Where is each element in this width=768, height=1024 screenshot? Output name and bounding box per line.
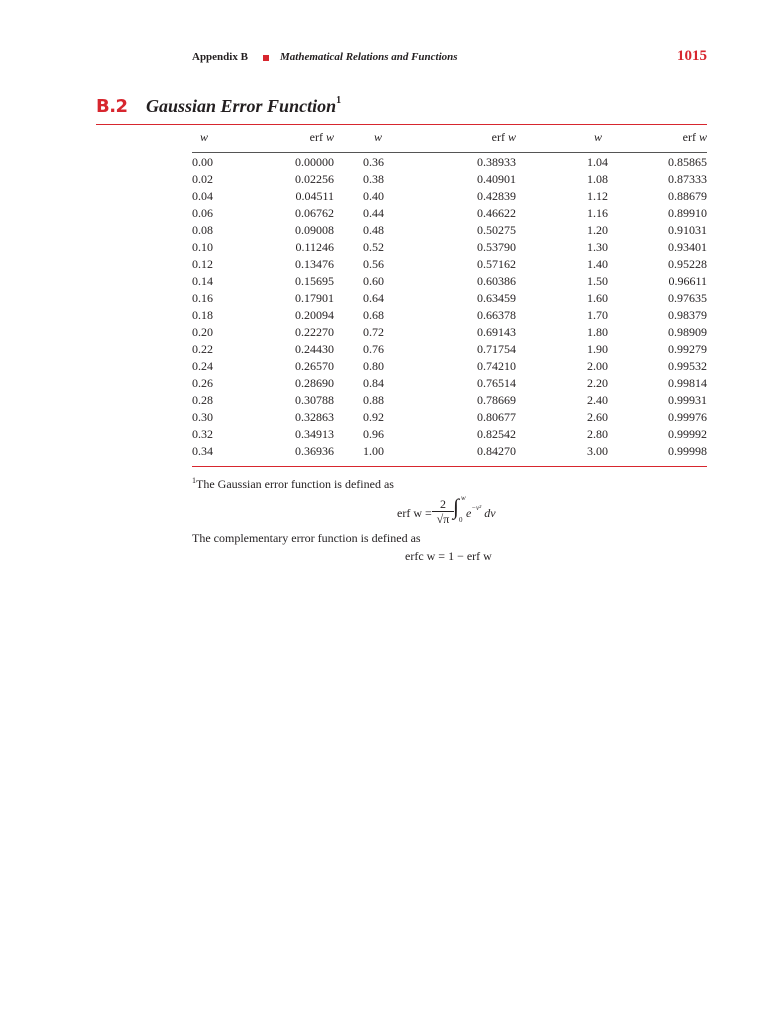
w-cell: 2.40 [587,393,608,407]
erf-cell: 0.98379 [668,308,707,322]
erf-cell: 0.30788 [295,393,334,407]
erf-cell: 0.15695 [295,274,334,288]
w-cell: 0.14 [192,274,213,288]
erf-cell: 0.99279 [668,342,707,356]
erf-cell: 0.91031 [668,223,707,237]
integrand-differential: dv [484,506,496,520]
integrand-base: e [466,506,472,520]
w-cell: 0.34 [192,444,213,458]
column-header: erf w [491,129,516,144]
w-cell: 0.02 [192,172,213,186]
table-row [192,443,707,460]
footnote [192,476,394,492]
w-cell: 0.30 [192,410,213,424]
section-rule [96,124,707,125]
w-cell: 0.96 [363,427,384,441]
erf-cell: 0.89910 [668,206,707,220]
erf-cell: 0.28690 [295,376,334,390]
w-cell: 0.18 [192,308,213,322]
erf-cell: 0.40901 [477,172,516,186]
column-header: erf w [309,129,334,144]
integrand-exponent: −v² [471,504,482,512]
w-cell: 1.12 [587,189,608,203]
erf-cell: 0.38933 [477,155,516,169]
w-cell: 0.80 [363,359,384,373]
square-bullet-icon [263,55,269,61]
table-row [192,188,707,205]
formula-lhs: erf w = [397,506,432,520]
w-cell: 2.20 [587,376,608,390]
erf-cell: 0.50275 [477,223,516,237]
erf-cell: 0.34913 [295,427,334,441]
table-row [192,171,707,188]
w-cell: 0.08 [192,223,213,237]
chapter-title: Mathematical Relations and Functions [280,51,458,63]
w-cell: 2.80 [587,427,608,441]
w-cell: 0.92 [363,410,384,424]
erf-cell: 0.99998 [668,444,707,458]
table-row [192,256,707,273]
w-cell: 0.56 [363,257,384,271]
w-cell: 0.84 [363,376,384,390]
table-row [192,154,707,171]
table-row [192,290,707,307]
w-cell: 0.60 [363,274,384,288]
erf-cell: 0.99976 [668,410,707,424]
erf-cell: 0.71754 [477,342,516,356]
erf-cell: 0.87333 [668,172,707,186]
w-cell: 0.64 [363,291,384,305]
w-cell: 1.08 [587,172,608,186]
footnote-mark: 1 [192,476,196,485]
footnote-text: The Gaussian error function is defined as [196,477,394,491]
table-row [192,358,707,375]
w-cell: 0.26 [192,376,213,390]
table-bottom-rule [192,466,707,467]
erf-cell: 0.36936 [295,444,334,458]
section-footnote-mark: 1 [336,95,342,106]
w-cell: 0.06 [192,206,213,220]
section-title-text: Gaussian Error Function [146,96,337,116]
erf-cell: 0.84270 [477,444,516,458]
w-cell: 0.22 [192,342,213,356]
table-row [192,375,707,392]
erf-cell: 0.53790 [477,240,516,254]
w-cell: 0.44 [363,206,384,220]
w-cell: 0.52 [363,240,384,254]
erf-cell: 0.24430 [295,342,334,356]
table-header-row [192,128,707,146]
erf-cell: 0.04511 [295,189,334,203]
w-cell: 1.20 [587,223,608,237]
erf-cell: 0.93401 [668,240,707,254]
table-row [192,239,707,256]
table-row [192,409,707,426]
table-row [192,205,707,222]
w-cell: 0.88 [363,393,384,407]
erf-cell: 0.13476 [295,257,334,271]
erf-cell: 0.63459 [477,291,516,305]
table-row [192,273,707,290]
w-cell: 0.68 [363,308,384,322]
table-row [192,341,707,358]
erf-cell: 0.42839 [477,189,516,203]
erf-cell: 0.78669 [477,393,516,407]
column-header: w [200,129,209,144]
erf-cell: 0.22270 [295,325,334,339]
erf-cell: 0.57162 [477,257,516,271]
erf-cell: 0.85865 [668,155,707,169]
erf-cell: 0.76514 [477,376,516,390]
w-cell: 0.72 [363,325,384,339]
w-cell: 0.12 [192,257,213,271]
erf-cell: 0.32863 [295,410,334,424]
w-cell: 0.24 [192,359,213,373]
w-cell: 1.00 [363,444,384,458]
column-header: w [373,129,382,144]
w-cell: 0.48 [363,223,384,237]
erf-table [192,128,707,460]
integral-lower-limit: 0 [459,516,463,524]
w-cell: 0.04 [192,189,213,203]
table-row [192,324,707,341]
erf-cell: 0.99992 [668,427,707,441]
w-cell: 1.80 [587,325,608,339]
erf-cell: 0.99532 [668,359,707,373]
erfc-formula: erfc w = 1 − erf w [405,549,492,563]
w-cell: 0.28 [192,393,213,407]
column-header: erf w [682,129,707,144]
table-row [192,307,707,324]
erf-cell: 0.09008 [295,223,334,237]
erf-cell: 0.82542 [477,427,516,441]
w-cell: 1.90 [587,342,608,356]
erf-cell: 0.60386 [477,274,516,288]
w-cell: 1.50 [587,274,608,288]
erf-cell: 0.99931 [668,393,707,407]
table-row [192,392,707,409]
erf-cell: 0.66378 [477,308,516,322]
erf-cell: 0.02256 [295,172,334,186]
table-row [192,222,707,239]
w-cell: 0.00 [192,155,213,169]
w-cell: 0.36 [363,155,384,169]
erf-cell: 0.74210 [477,359,516,373]
integrand [466,506,496,521]
w-cell: 0.20 [192,325,213,339]
integral-upper-limit: w [461,494,466,502]
erf-cell: 0.95228 [668,257,707,271]
w-cell: 0.40 [363,189,384,203]
section-title [146,96,341,117]
erf-cell: 0.46622 [477,206,516,220]
w-cell: 0.16 [192,291,213,305]
formula-fraction [432,498,454,525]
erf-definition-formula [397,494,517,528]
section-number: B.2 [96,96,128,117]
integral-sign: ∫ [453,494,460,519]
w-cell: 0.32 [192,427,213,441]
w-cell: 1.04 [587,155,608,169]
erf-cell: 0.96611 [668,274,707,288]
erf-cell: 0.69143 [477,325,516,339]
w-cell: 1.16 [587,206,608,220]
erf-cell: 0.99814 [668,376,707,390]
fraction-numerator: 2 [440,497,446,511]
table-row [192,426,707,443]
erf-cell: 0.06762 [295,206,334,220]
w-cell: 2.00 [587,359,608,373]
erf-cell: 0.11246 [295,240,334,254]
table-body [192,154,707,460]
page-number: 1015 [677,48,707,64]
fraction-denominator: √π [436,512,450,526]
erf-cell: 0.00000 [295,155,334,169]
erf-cell: 0.17901 [295,291,334,305]
column-header: w [593,129,602,144]
erf-cell: 0.20094 [295,308,334,322]
w-cell: 2.60 [587,410,608,424]
appendix-label: Appendix B [192,51,248,63]
w-cell: 1.30 [587,240,608,254]
w-cell: 0.10 [192,240,213,254]
w-cell: 0.38 [363,172,384,186]
w-cell: 0.76 [363,342,384,356]
erf-cell: 0.80677 [477,410,516,424]
w-cell: 1.40 [587,257,608,271]
erf-cell: 0.26570 [295,359,334,373]
erf-cell: 0.88679 [668,189,707,203]
running-header [192,48,707,69]
w-cell: 3.00 [587,444,608,458]
section-heading [96,96,716,120]
header-rule [192,152,707,153]
complementary-text: The complementary error function is defined as [192,531,421,545]
erf-cell: 0.98909 [668,325,707,339]
w-cell: 1.70 [587,308,608,322]
erf-cell: 0.97635 [668,291,707,305]
w-cell: 1.60 [587,291,608,305]
